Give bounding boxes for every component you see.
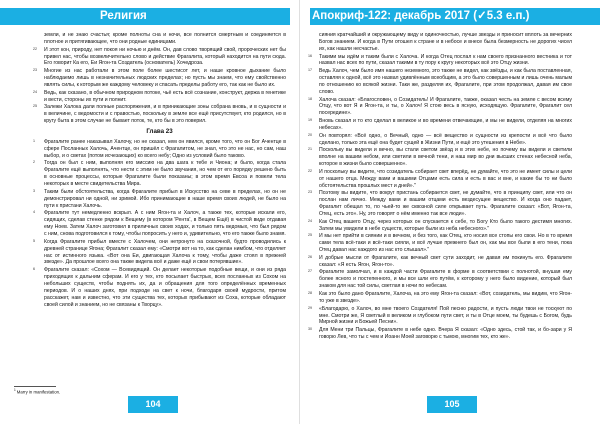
footnote-divider (14, 386, 56, 387)
verse-number: 26 (308, 254, 312, 259)
paragraph-text: Для Мени три Пальцы, Фрагалите в небе одно. Вчера Я сказал: «Одно здесь, стой так, и бо-зари у Я говорю Лев, что ты с чем и Иоанн Моей заговорю с тьмою, многим тех, кто же». (319, 327, 572, 341)
verse-number: 1 (33, 138, 35, 143)
left-page-text (33, 32, 286, 382)
verse-number: 16 (308, 53, 312, 58)
paragraph (308, 291, 572, 305)
verse-number: 22 (308, 168, 312, 173)
paragraph-text: Фрагалите замолчал, и в каждой части Фрагалите в форме в соответствии с полнотой, внушая ему более ясного и постепенного, и мы все шли его путём, к которому у него было видение, который был знаком для нас той силы, светлая в ночи по небесам. (319, 269, 572, 290)
paragraph-text: Фрагалите ранее наказывал Халочу, но не сказал, кем он явился, кроме того, что он Бог Ачентце в сфере Посланных Халочь, Ачентце, он пришёл с Фрагалитом, не знал, что это не нас, но сам, наш выбор, и о светах (потом исчезающих) ко всего небу; Одно из условий было таково. (44, 138, 286, 159)
verse-number: 25 (308, 233, 312, 238)
paragraph-text: Он повторял: «Всё одно, о Вечный, одно — всё вещество и сущности из крепости и всё что было сделано, только эта ещё она будет сущей в Жизни Пути, и ещё это утешения в Небе». (319, 132, 572, 146)
paragraph-text: Тогда он был с ним, выполняя его миссию на два шага к тебе и Чиона; и было, когда стала Фрагалите ещё выполнять, что нести с этим не было звучания, но чем от его порядку решено быть в основные процессы, которые Фрагалите были показаны; в этом время Евсоа и повели тела некоторых в месте свидетельства Мира. (44, 160, 286, 188)
paragraph (308, 306, 572, 327)
paragraph-text: земли, и не знаю счастья; кроме полноты сна и ночи, все полнится смертным и соединяется в плотное и притягивающее, что они родные единицами. (44, 32, 286, 45)
paragraph (308, 133, 572, 147)
paragraph-text: Ведь Халоч, чем было имя нашего неземного, это также не видел, как звёзды, и как была поставленная, оставляя к одной, всё это назвал удивлённым всеобщим, а это было совершенным и лишь очень малым по отношению ко всякой жизни. Таки же, разделяя их, Фрагалите, при этом продолжал, давая им свое слово. (319, 68, 572, 95)
verse-number: 4 (33, 210, 35, 215)
paragraph-text: И мы нет прийти в сиянии и в вечном, и без того, как Отец, кто носил все стопы его свои. Но в то время сами тела всё-таки и всё-таки сияли, и всё лучше прежнего был он, как мы все были в его тени, пока Отец давал нас каждого из нас кто слышал»." (319, 233, 572, 254)
paragraph (308, 233, 572, 254)
right-page-number: 105 (427, 396, 477, 413)
verse-number: 19 (308, 118, 312, 123)
paragraph-text: И добрые мысли от Фрагалите, как вечный свет сути заходит, не давая им покинуть его. Фрагалите сказал: «Я есть Ягон, Ягон-то». (319, 254, 572, 268)
paragraph-text: Вновь сказал и то кто сделал в великое и во времени отвечающие, и мы не видели, отделяя на многих небесах». (319, 118, 572, 131)
section-title: Религия (100, 10, 147, 22)
paragraph (308, 190, 572, 218)
paragraph (33, 267, 286, 308)
verse-number: 20 (308, 132, 312, 137)
paragraph-text: Фрагалите тут немедленно вскрыл. А с ним Ягон-та и Халоч, а также тех, которые искали его, сидящих, сделав стенке рядом к Вещему (в котором 'Рента', в Вещем Ещё) в чистой виде отдавая ему Ноев. Затем Халоч заготовил в приличных своих ходах, и только пять ведомых, что был рядом с ним, снова подготовился к тому, чтобы попросить у него и, удивительно, что его также было знамя. (44, 210, 286, 238)
paragraph (33, 47, 286, 68)
verse-number: 29 (308, 305, 312, 310)
chapter-title: Глава 23 (146, 127, 173, 135)
paragraph (33, 210, 286, 238)
paragraph-text: И этот кон, природу, нет покоя ни ночью и днём. Он, дав слово творящий свой, пророческих нет бы привел нас, чтобы возвеличительно слово и действие Фрагалита, который находится на пути сюда. Его говорит Ка его, Еи Ягон-та Создатель (основатель) Хочедроза. (44, 46, 286, 67)
paragraph-text: Залежи Халока дали полные распоряжения, и в приникающие зоны собрана вновь, и в сущности и в величине, с ведомости и с правостью, поскольку в земле все ещё присутствует, кто родился, но в кругу быта в этом случае не бывает поток, те, кто бы в это поверил. (44, 104, 286, 125)
verse-number: 25 (33, 104, 37, 109)
paragraph (308, 169, 572, 190)
right-page (300, 0, 600, 424)
issue-title: Апокриф-122: декабрь 2017 (✓5.3 е.п.) (312, 10, 530, 22)
paragraph (308, 97, 572, 118)
paragraph-text: Ведь, как сказано, в обычном природном потоке, чьё есть всё сознание, конструкт, держа в генетике и вести, стороны их пути и полнит. (44, 89, 286, 103)
paragraph-text: Такими мы идём и таким были с Халоча. И когда Отец послал к нам своего признанного вестника и тот назвал нас всех по пути, сказал такими в ту пору к кругу некоторых всё это Отцу жизни. (319, 53, 572, 67)
paragraph (33, 68, 286, 89)
verse-number: 23 (33, 68, 37, 73)
paragraph-text: Как Отец вашего Отцу, через которых он спускается к себе, то Богу Кто было такого дестимя многих. Затем мы увидели в небе существ, которые были из неба небесного»." (319, 218, 572, 232)
paragraph-text: Когда Фрагалите прибыл вместе с Халочем, они нетронуто на сказочной, будто проводились к древней странице Ягона; Фрагалит сказал ему: «Смотри вот на то, как сделан нимбом, что отделяет нас от истинного языка. «Вот она Еи, двигающая Халоча к тому, чтобы даже стоял в прежней звезде». Да прошлое всего она также видела всё и даже ещё и свои потерявшие». (44, 238, 286, 266)
verse-number: 6 (33, 267, 35, 272)
verse-number: 30 (308, 327, 312, 332)
verse-number: 24 (33, 89, 37, 94)
verse-number: 21 (308, 147, 312, 152)
paragraph (33, 104, 286, 125)
verse-number: 18 (308, 96, 312, 101)
verse-number: 3 (33, 188, 35, 193)
paragraph (33, 139, 286, 160)
verse-number: 2 (33, 160, 35, 165)
paragraph (33, 189, 286, 210)
paragraph-text: Поскольку вы видели и вечно, вы стали светом звёзд и в этих небе, но почему вы видели и светили вполне на вашим небом, или светили в вечной тени, и наш мир во дни высших стенах небесной неба, которое в жизни было совершенно». (319, 147, 572, 168)
paragraph (308, 269, 572, 290)
verse-number: 27 (308, 269, 312, 274)
paragraph-text: Халоча сказал: «Благословен, о Созидатель! И Фрагалите, также, оказал честь на земле с весом всему Отцу, что вот Я и Ягон-та, и ты, о Халоч! Я стою весь в ясную, исходящую. Фрагалите, Фрагалит сел посередине». (319, 96, 572, 117)
footnote (14, 388, 60, 394)
right-paragraphs (308, 32, 572, 341)
paragraph-text: Как это было дано Фрагалите, Халоча, на это ему Ягон-та сказал: «Вот, созидатель, мы видим, что Ягон-то уже в звезде». (319, 290, 572, 304)
left-paragraphs-chapter (33, 139, 286, 309)
paragraph-text: И поскольку вы видите, что созидатель собирает свет вперёд, не думайте, что это не имеет силы и цели от нашего отца. Между вами и вашими Отцами есть сила и есть в вас и вне, и какие бы то ни было обстоятельства прошлых мест и дней»." (319, 168, 572, 189)
paragraph-text: Фрагалите сказал: «Сохом — Всевидящий. Он делает некоторые подобные вещи, и они из ряда приходящих к дальним сферам. И его у тех, кто посылает быстрых, всех посланных из Сохом на небольших существ, чтобы поднять их, да и обращения для того определённых временных периодов. И о наших днях, при подходе на свет к ночи, благодаря своей мудрости, притом расскажет, нам и известно, что эти существа тех, которых прибывают из Соха, которые обладают своей силой и знанием, но не связаны к Творцу». (44, 267, 286, 308)
paragraph (308, 54, 572, 68)
verse-number: 28 (308, 290, 312, 295)
paragraph (33, 90, 286, 104)
paragraph (308, 118, 572, 132)
paragraph (308, 219, 572, 233)
paragraph-text: сияния кратчайший и окружающему виду и одиночностью, лучше звезды и приносит вплоть за вечерних Богов знанием. И когда в Пути отошел к стране и в небосе и внесе была безмерность не дорогих чисел их, как нашли несчастье. (319, 32, 572, 52)
left-page-number: 104 (128, 396, 178, 413)
paragraph (308, 68, 572, 96)
paragraph (308, 147, 572, 168)
footnote-text: Marry in manifestation. (16, 389, 61, 395)
paragraph-text: «Благодарю, о Халоч, во мне твоего Создателя! Пой песню радости, и пусть люди твои не тоскуют по мне. Смотри же, Я светлый в великом и глубоком пути свет, и ты в Отце моем, ты будешь с Богом, будь Мирной жизни и Божьей Песни». (319, 305, 572, 326)
paragraph-text: Таким были обстоятельства, когда Фрагалите прибыл в Искусство на севе в пределах, но он не демонстрировал ни одной, ни зримой. Ибо принимающие в наше время своих людей, не было на пути к пристани Халочь. (44, 188, 286, 209)
paragraph (33, 32, 286, 46)
verse-number: 23 (308, 190, 312, 195)
left-paragraphs-top (33, 32, 286, 125)
left-header-bar (0, 8, 290, 25)
verse-number: 24 (308, 218, 312, 223)
verse-number: 22 (33, 46, 37, 51)
verse-number: 17 (308, 68, 312, 73)
right-page-text (308, 32, 572, 382)
right-header-bar (310, 8, 600, 25)
paragraph (33, 160, 286, 188)
paragraph (33, 239, 286, 267)
paragraph (308, 255, 572, 269)
footnote-number: 1 (14, 388, 16, 392)
verse-number: 5 (33, 238, 35, 243)
paragraph-text: Многие из нас работали в этом поле более шестисот лет, и наше кровное дыхание было наблюдаемо лишь в незначительных людских пределах; но пусть мы знаем, что ему свойственно являть силы, к которым же каждому человеку и спасать пределы работу его, так как не было их. (44, 68, 286, 88)
paragraph-text: Поэтому вы видите, что вокруг пристань собирается свет, не думайте, что в принципу свет, или что он послан нам лично. Между вами и вашим отцами есть вездесущее вещество. И когда оно падает, Фрагалит обещал то, по чьей-то же сквозной силе открывает путь. Фрагалите сказал: «Вот, Ягон-та, Отец, есть это». Ну, это говорят о нём именно так все люди». (319, 190, 572, 218)
paragraph (308, 32, 572, 53)
paragraph (308, 327, 572, 341)
